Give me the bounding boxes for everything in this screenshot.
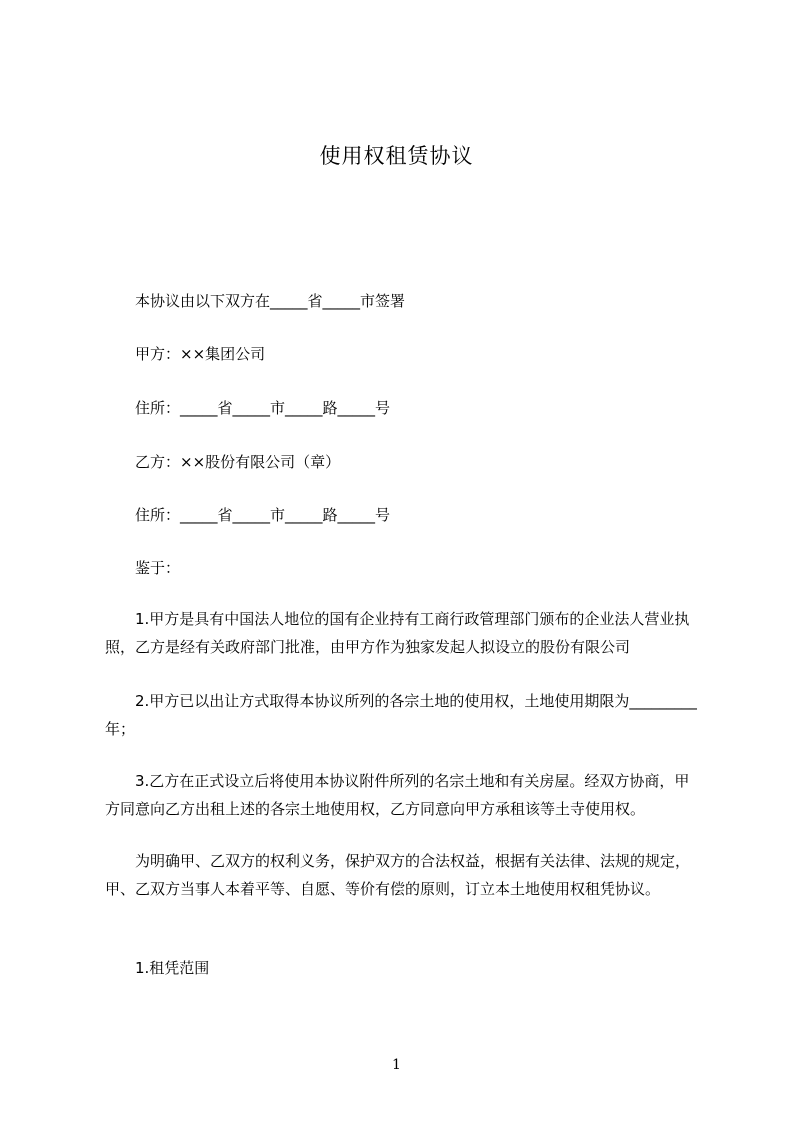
section-heading-lease-scope: 1.租凭范围 <box>135 959 210 977</box>
signing-place-line: 本协议由以下双方在_____省_____市签署 <box>135 292 406 310</box>
whereas-heading: 鉴于： <box>135 559 181 577</box>
clause-3-paragraph: 3.乙方在正式设立后将使用本协议附件所列的名宗土地和有关房屋。经双方协商，甲方同意向乙方出租上述的各宗土地使用权，乙方同意向甲方承租该等土寺使用权。 <box>105 772 690 818</box>
clause-2-paragraph: 2.甲方已以出让方式取得本协议所列的各宗土地的使用权，土地使用期限为_________年； <box>105 692 697 738</box>
party-b-line: 乙方：××股份有限公司（章） <box>135 453 341 471</box>
clause-1-paragraph: 1.甲方是具有中国法人地位的国有企业持有工商行政管理部门颁布的企业法人营业执照，乙方是经有关政府部门批准，由甲方作为独家发起人拟设立的股份有限公司 <box>105 610 690 656</box>
purpose-paragraph: 为明确甲、乙双方的权利义务，保护双方的合法权益，根据有关法律、法规的规定，甲、乙双方当事人本着平等、自愿、等价有偿的原则，订立本土地使用权租凭协议。 <box>105 852 691 898</box>
page-number: 1 <box>392 1057 401 1073</box>
party-a-line: 甲方：××集团公司 <box>135 345 266 363</box>
party-a-address-line: 住所：_____省_____市_____路_____号 <box>135 399 391 417</box>
party-b-address-line: 住所：_____省_____市_____路_____号 <box>135 506 391 524</box>
document-title: 使用权租赁协议 <box>319 144 474 168</box>
